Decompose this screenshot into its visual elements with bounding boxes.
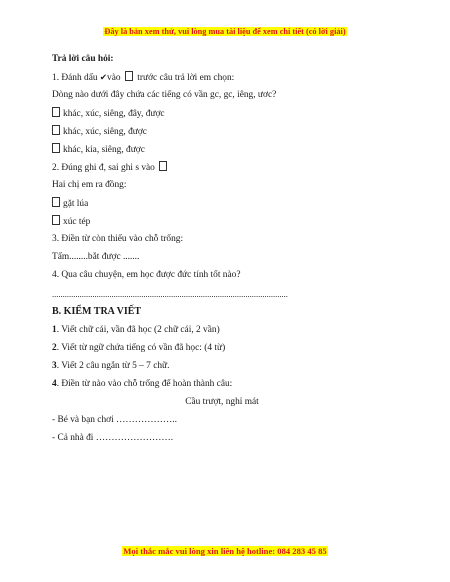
q1-option-2 (52, 125, 147, 138)
writing-task-4 (52, 378, 232, 390)
option-label: khác, xúc, siêng, đây, được (63, 109, 165, 119)
bottom-banner-text: Mọi thắc mắc vui lòng xin liên hệ hotline: 084 283 45 85 (123, 546, 327, 556)
task-number: 1 (52, 325, 57, 335)
checkbox-icon (52, 107, 60, 117)
checkbox-icon (159, 161, 167, 171)
question-3: 3. Điền từ còn thiếu vào chỗ trống: (52, 234, 184, 244)
checkbox-icon (52, 197, 60, 207)
q1-number: 1. (52, 73, 60, 83)
q1-option-1 (52, 107, 165, 120)
q1-suffix: trước câu trả lời em chọn: (137, 73, 235, 83)
q3-fill-line: Tấm........bắt được ....... (52, 252, 140, 262)
q4-answer-line: ............................................................................................................... (52, 289, 288, 299)
task-text: . Viết chữ cái, vần đã học (2 chữ cái, 2 vần) (56, 325, 220, 335)
word-bank: Cầu trượt, nghỉ mát (185, 397, 259, 407)
writing-task-1 (52, 324, 220, 336)
bottom-banner (0, 545, 450, 557)
section-b-heading: B. KIỂM TRA VIẾT (52, 306, 142, 317)
writing-task-3 (52, 360, 169, 372)
q2-option-2 (52, 215, 90, 228)
option-label: khác, kia, siêng, được (63, 145, 145, 155)
q1-middle: vào (107, 73, 121, 83)
writing-task-2 (52, 342, 225, 354)
option-label: khác, xúc, siêng, được (63, 127, 147, 137)
task-number: 2 (52, 343, 57, 353)
checkbox-icon (52, 125, 60, 135)
fill-sentence-1: - Bé và bạn chơi ……………….. (52, 415, 177, 425)
option-label: gặt lúa (63, 199, 89, 209)
task-number: 3 (52, 361, 57, 371)
task-text: . Viết 2 câu ngắn từ 5 – 7 chữ. (56, 361, 170, 371)
q2-prompt: Hai chị em ra đồng: (52, 180, 127, 190)
q1-prefix: Đánh dấu (61, 73, 98, 83)
question-4: 4. Qua câu chuyện, em học được đức tính tốt nào? (52, 270, 241, 280)
check-mark-icon: ✔ (99, 72, 108, 82)
checkbox-icon (52, 143, 60, 153)
fill-sentence-2: - Cả nhà đi ……………………. (52, 433, 174, 443)
q1-prompt: Dòng nào dưới đây chứa các tiếng có vần gc, gc, iêng, ươc? (52, 90, 277, 100)
q2-prefix: 2. Đúng ghi đ, sai ghi s vào (52, 163, 155, 173)
question-2 (52, 161, 169, 174)
task-text: . Điền từ nào vào chỗ trống để hoàn thành câu: (56, 379, 233, 389)
checkbox-icon (52, 215, 60, 225)
task-number: 4 (52, 379, 57, 389)
q1-option-3 (52, 143, 145, 156)
section-a-heading: Trả lời câu hỏi: (52, 54, 114, 64)
q2-option-1 (52, 197, 88, 210)
top-banner (0, 26, 450, 38)
checkbox-icon (125, 71, 133, 81)
task-text: . Viết từ ngữ chứa tiếng có vần đã học: (4 từ) (56, 343, 226, 353)
top-banner-text: Đây là bản xem thử, vui lòng mua tài liệu để xem chi tiết (có lời giải) (104, 27, 346, 36)
option-label: xúc tép (63, 217, 91, 227)
question-1 (52, 71, 234, 84)
